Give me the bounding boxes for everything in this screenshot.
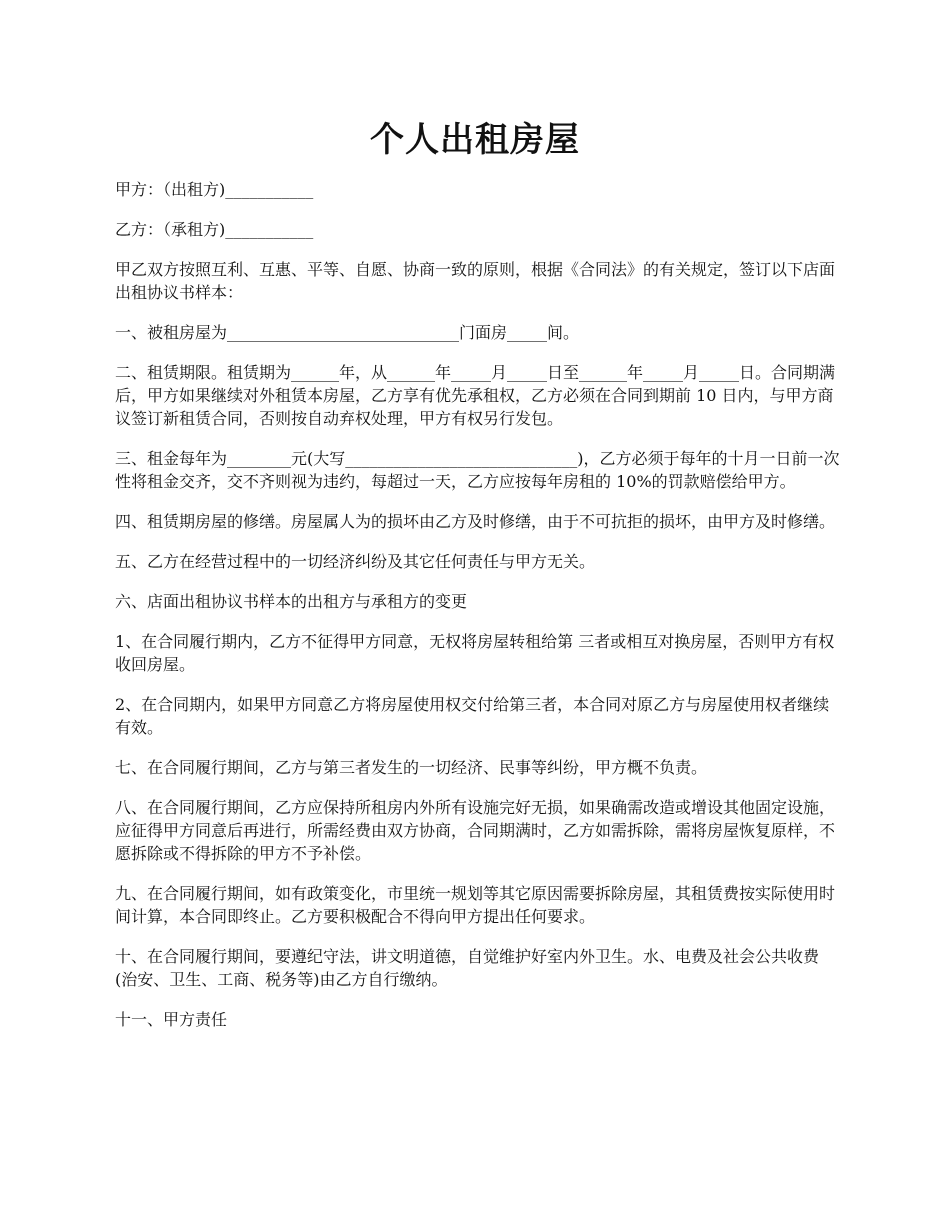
- clause-6-1: 1、在合同履行期内，乙方不征得甲方同意，无权将房屋转租给第 三者或相互对换房屋，否则甲方有权收回房屋。: [115, 632, 835, 674]
- clause-1: 一、被租房屋为_____________________________门面房_____间。: [115, 323, 580, 342]
- clause-5: 五、乙方在经营过程中的一切经济纠纷及其它任何责任与甲方无关。: [115, 552, 596, 571]
- document-title: 个人出租房屋: [370, 120, 580, 160]
- party-a-line: 甲方：（出租方)___________: [115, 180, 314, 199]
- document-body: [115, 178, 840, 1048]
- clause-10: 十、在合同履行期间，要遵纪守法，讲文明道德，自觉维护好室内外卫生。水、电费及社会公共收费(治安、卫生、工商、税务等)由乙方自行缴纳。: [115, 947, 820, 989]
- clause-7: 七、在合同履行期间，乙方与第三者发生的一切经济、民事等纠纷，甲方概不负责。: [115, 758, 708, 777]
- party-b-line: 乙方：（承租方)___________: [115, 220, 314, 239]
- clause-9: 九、在合同履行期间，如有政策变化，市里统一规划等其它原因需要拆除房屋，其租赁费按实际使用时间计算，本合同即终止。乙方要积极配合不得向甲方提出任何要求。: [115, 884, 836, 926]
- clause-6: 六、店面出租协议书样本的出租方与承租方的变更: [115, 592, 468, 611]
- clause-3: 三、租金每年为________元(大写_____________________________)，乙方必须于每年的十月一日前一次性将租金交齐，交不齐则视为违约，每超过一天，乙方应按每年房租的 10%的罚款赔偿给甲方。: [115, 449, 840, 491]
- clause-11: 十一、甲方责任: [115, 1010, 228, 1029]
- clause-6-2: 2、在合同期内，如果甲方同意乙方将房屋使用权交付给第三者，本合同对原乙方与房屋使用权者继续有效。: [115, 695, 830, 737]
- clause-2: 二、租赁期限。租赁期为______年，从______年_____月_____日至______年_____月_____日。合同期满后，甲方如果继续对外租赁本房屋，乙方享有优先承租权，乙方必须在合同到期前 10 日内，与甲方商议签订新租赁合同，否则按自动弃权处理，甲方有权另行发包。: [115, 363, 836, 428]
- clause-8: 八、在合同履行期间，乙方应保持所租房内外所有设施完好无损，如果确需改造或增设其他固定设施，应征得甲方同意后再进行，所需经费由双方协商，合同期满时，乙方如需拆除，需将房屋恢复原样，不愿拆除或不得拆除的甲方不予补偿。: [115, 798, 836, 863]
- intro-paragraph: 甲乙双方按照互利、互惠、平等、自愿、协商一致的原则，根据《合同法》的有关规定，签订以下店面出租协议书样本：: [115, 260, 836, 302]
- clause-4: 四、租赁期房屋的修缮。房屋属人为的损坏由乙方及时修缮，由于不可抗拒的损坏，由甲方及时修缮。: [115, 512, 836, 531]
